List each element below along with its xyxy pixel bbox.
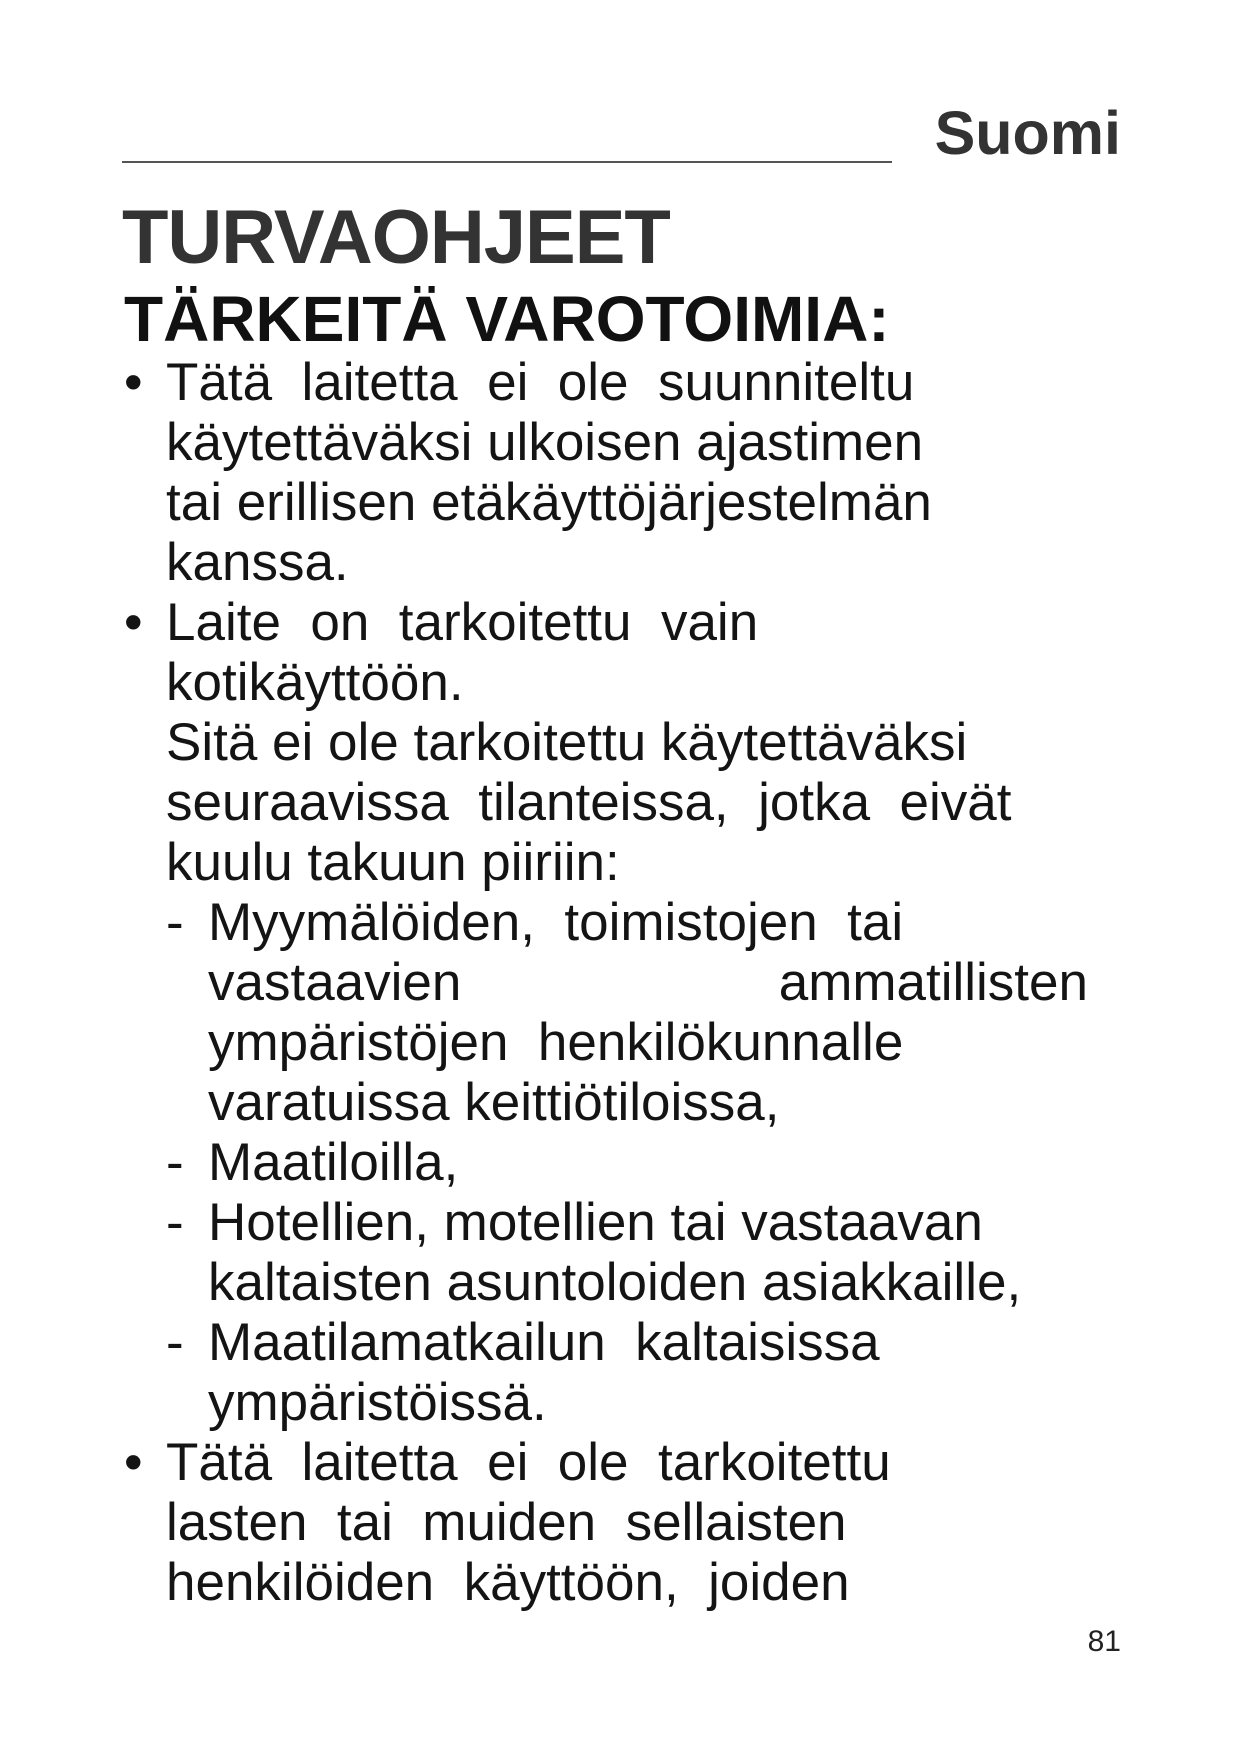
dash-item — [124, 1193, 1124, 1313]
dash-item — [124, 1133, 1124, 1193]
bullet-item — [124, 1433, 1124, 1613]
text-line: lasten tai muiden sellaisten — [166, 1493, 847, 1552]
page-subtitle: TÄRKEITÄ VAROTOIMIA: — [124, 283, 890, 355]
text-line: käytettäväksi ulkoisen ajastimen — [166, 413, 924, 472]
dash-icon: - — [166, 1313, 184, 1372]
safety-instructions — [124, 353, 1124, 1613]
text-line: ammatillisten — [778, 953, 1088, 1012]
text-line: varatuissa keittiötiloissa, — [208, 1073, 780, 1132]
text-line: Maatilamatkailun kaltaisissa — [208, 1313, 880, 1372]
text-line: Laite on tarkoitettu vain — [166, 593, 759, 652]
text-line: Myymälöiden, toimistojen tai — [208, 893, 904, 952]
text-line: kuulu takuun piiriin: — [166, 833, 620, 892]
text-line: Tätä laitetta ei ole tarkoitettu — [166, 1433, 891, 1492]
bullet-item — [124, 353, 1124, 593]
text-line: kaltaisten asuntoloiden asiakkaille, — [208, 1253, 1022, 1312]
header-rule — [122, 161, 892, 163]
bullet-icon: • — [124, 593, 143, 652]
language-label: Suomi — [934, 99, 1121, 167]
text-line: vastaavien — [208, 953, 462, 1012]
bullet-icon: • — [124, 1433, 143, 1492]
text-line: tai erillisen etäkäyttöjärjestelmän — [166, 473, 932, 532]
page-number: 81 — [1087, 1625, 1121, 1658]
page-title: TURVAOHJEET — [122, 195, 670, 280]
dash-icon: - — [166, 1133, 184, 1192]
text-line: kotikäyttöön. — [166, 653, 464, 712]
dash-icon: - — [166, 1193, 184, 1252]
text-line: kanssa. — [166, 533, 349, 592]
text-line: ympäristöjen henkilökunnalle — [208, 1013, 904, 1072]
dash-item — [124, 1313, 1124, 1433]
text-line: henkilöiden käyttöön, joiden — [166, 1553, 850, 1612]
bullet-icon: • — [124, 353, 143, 412]
bullet-item — [124, 593, 1124, 1433]
text-line: seuraavissa tilanteissa, jotka eivät — [166, 773, 1012, 832]
text-line: Maatiloilla, — [208, 1133, 459, 1192]
text-line: Hotellien, motellien tai vastaavan — [208, 1193, 983, 1252]
dash-item — [124, 893, 1124, 1133]
dash-icon: - — [166, 893, 184, 952]
text-line: Tätä laitetta ei ole suunniteltu — [166, 353, 915, 412]
text-line: Sitä ei ole tarkoitettu käytettäväksi — [166, 713, 968, 772]
text-line: ympäristöissä. — [208, 1373, 547, 1432]
